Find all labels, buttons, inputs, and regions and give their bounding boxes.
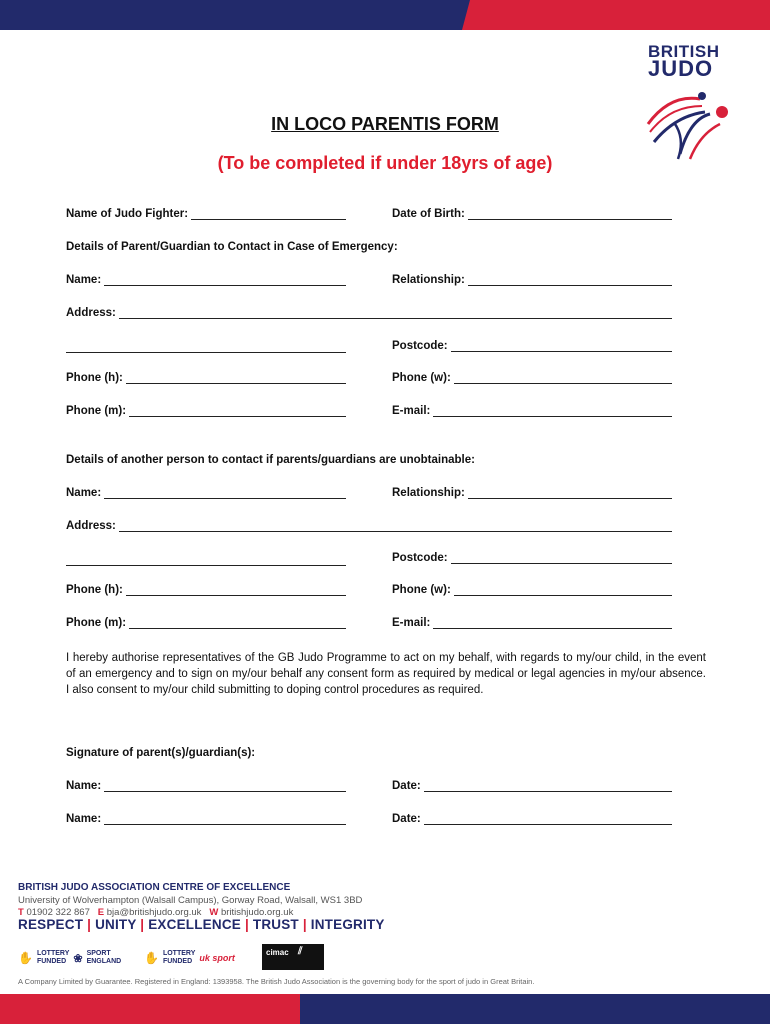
contact1-relationship-field[interactable]: [392, 274, 672, 286]
contact1-phone-m-label: Phone (m):: [66, 405, 127, 417]
contact2-address-line[interactable]: [119, 521, 672, 532]
contact1-name-label: Name:: [66, 274, 102, 286]
contact2-phone-m-field[interactable]: [66, 617, 346, 629]
contact1-email-field[interactable]: [392, 405, 672, 417]
values-strapline: [18, 917, 385, 932]
contact1-postcode-label: Postcode:: [392, 340, 448, 352]
footer-phone: 01902 322 867: [26, 907, 90, 918]
signature2-date-line[interactable]: [424, 814, 672, 825]
signature2-name-field[interactable]: [66, 813, 346, 825]
contact2-name-field[interactable]: [66, 487, 346, 499]
contact1-name-line[interactable]: [104, 275, 346, 286]
contact2-postcode-label: Postcode:: [392, 552, 448, 564]
value-separator: |: [302, 917, 307, 932]
contact2-phone-m-label: Phone (m):: [66, 617, 127, 629]
contact2-phone-w-line[interactable]: [454, 585, 672, 596]
contact1-email-label: E-mail:: [392, 405, 431, 417]
email-prefix: E: [97, 907, 105, 918]
lottery-sport-england-badge: [18, 950, 121, 966]
contact2-address-field[interactable]: [66, 520, 672, 532]
badge1-line3: SPORT: [86, 950, 111, 957]
top-stripe-red: [462, 0, 770, 30]
contact2-relationship-label: Relationship:: [392, 487, 465, 499]
badge1-line4: ENGLAND: [86, 958, 122, 965]
contact1-phone-h-line[interactable]: [126, 373, 346, 384]
fighter-name-label: Name of Judo Fighter:: [66, 208, 189, 220]
value-unity: UNITY: [95, 917, 137, 932]
signature1-date-field[interactable]: [392, 780, 672, 792]
section2-heading: Details of another person to contact if parents/guardians are unobtainable:: [66, 454, 475, 466]
footer-org-name: BRITISH JUDO ASSOCIATION CENTRE OF EXCELLENCE: [18, 882, 291, 893]
fighter-name-field[interactable]: [66, 208, 346, 220]
contact1-postcode-field[interactable]: [392, 340, 672, 352]
bottom-stripe-navy: [300, 994, 770, 1024]
value-separator: |: [244, 917, 249, 932]
footer-web[interactable]: britishjudo.org.uk: [220, 907, 294, 918]
lottery-uk-sport-badge: [144, 950, 235, 966]
contact1-email-line[interactable]: [433, 406, 672, 417]
badge1-line1: LOTTERY: [36, 950, 70, 957]
footer-email[interactable]: bja@britishjudo.org.uk: [106, 907, 202, 918]
web-prefix: W: [209, 907, 219, 918]
value-excellence: EXCELLENCE: [148, 917, 241, 932]
legal-notice: A Company Limited by Guarantee. Registered in England: 1393958. The British Judo Association is the governing body for the sport of judo in Great Britain.: [18, 977, 535, 986]
contact2-email-field[interactable]: [392, 617, 672, 629]
contact1-phone-w-line[interactable]: [454, 373, 672, 384]
fighter-name-line[interactable]: [191, 209, 346, 220]
contact2-address-line2[interactable]: [66, 564, 346, 566]
signature1-date-line[interactable]: [424, 781, 672, 792]
contact2-phone-h-line[interactable]: [126, 585, 346, 596]
contact1-address-label: Address:: [66, 307, 116, 319]
contact1-phone-m-line[interactable]: [129, 406, 346, 417]
contact1-address-field[interactable]: [66, 307, 672, 319]
lottery-hand-icon: ✋: [18, 951, 33, 965]
form-title: IN LOCO PARENTIS FORM: [271, 114, 499, 134]
signature1-name-field[interactable]: [66, 780, 346, 792]
contact2-email-line[interactable]: [433, 618, 672, 629]
uk-sport-label: uk sport: [199, 953, 235, 963]
signature2-date-label: Date:: [392, 813, 421, 825]
logo-text-british: BRITISH: [648, 42, 720, 61]
consent-paragraph: I hereby authorise representatives of the GB Judo Programme to act on my behalf, with regards to my/our child, in the event of an emergency and to sign on my/our behalf any consent form as required by medical or legal agencies in my/our absence. I also consent to my/our child submitting to doping control procedures as required.: [66, 652, 706, 696]
contact2-phone-m-line[interactable]: [129, 618, 346, 629]
adidas-stripes-icon: ⫽: [298, 946, 303, 957]
contact2-postcode-field[interactable]: [392, 552, 672, 564]
signature2-name-line[interactable]: [104, 814, 346, 825]
contact2-address-label: Address:: [66, 520, 116, 532]
lottery-hand-icon: ✋: [144, 951, 159, 965]
phone-prefix: T: [18, 907, 24, 918]
contact2-phone-w-label: Phone (w):: [392, 584, 451, 596]
british-judo-logo: [640, 40, 740, 170]
contact2-relationship-field[interactable]: [392, 487, 672, 499]
signature2-name-label: Name:: [66, 813, 102, 825]
cimac-adidas-badge: [262, 944, 324, 970]
dob-field[interactable]: [392, 208, 672, 220]
contact2-email-label: E-mail:: [392, 617, 431, 629]
value-separator: |: [87, 917, 92, 932]
contact1-relationship-label: Relationship:: [392, 274, 465, 286]
footer-address: University of Wolverhampton (Walsall Campus), Gorway Road, Walsall, WS1 3BD: [18, 895, 363, 906]
value-respect: RESPECT: [18, 917, 84, 932]
contact1-name-field[interactable]: [66, 274, 346, 286]
badge2-line2: FUNDED: [162, 958, 193, 965]
signature-heading: Signature of parent(s)/guardian(s):: [66, 747, 256, 759]
contact1-address-line2[interactable]: [66, 351, 346, 353]
contact1-postcode-line[interactable]: [451, 341, 672, 352]
contact2-postcode-line[interactable]: [451, 553, 672, 564]
contact2-name-label: Name:: [66, 487, 102, 499]
section1-heading: Details of Parent/Guardian to Contact in Case of Emergency:: [66, 241, 398, 253]
contact2-relationship-line[interactable]: [468, 488, 672, 499]
cimac-label: cimac: [266, 948, 289, 957]
dob-label: Date of Birth:: [392, 208, 465, 220]
dob-line[interactable]: [468, 209, 672, 220]
sport-england-icon: ❀: [73, 952, 83, 965]
signature2-date-field[interactable]: [392, 813, 672, 825]
form-subtitle: (To be completed if under 18yrs of age): [217, 153, 553, 173]
contact2-name-line[interactable]: [104, 488, 346, 499]
contact2-phone-h-field[interactable]: [66, 584, 346, 596]
contact2-phone-w-field[interactable]: [392, 584, 672, 596]
signature1-name-label: Name:: [66, 780, 102, 792]
contact2-phone-h-label: Phone (h):: [66, 584, 123, 596]
value-integrity: INTEGRITY: [310, 917, 385, 932]
contact1-phone-h-field[interactable]: [66, 372, 346, 384]
contact1-relationship-line[interactable]: [468, 275, 672, 286]
logo-text-judo: JUDO: [648, 56, 714, 81]
contact1-address-line[interactable]: [119, 308, 672, 319]
contact1-phone-w-field[interactable]: [392, 372, 672, 384]
top-stripe-navy: [0, 0, 470, 30]
bottom-stripe-red: [0, 994, 308, 1024]
value-separator: |: [140, 917, 145, 932]
signature1-name-line[interactable]: [104, 781, 346, 792]
badge1-line2: FUNDED: [36, 958, 67, 965]
badge2-line1: LOTTERY: [162, 950, 196, 957]
signature1-date-label: Date:: [392, 780, 421, 792]
contact1-phone-h-label: Phone (h):: [66, 372, 123, 384]
contact1-phone-w-label: Phone (w):: [392, 372, 451, 384]
contact1-phone-m-field[interactable]: [66, 405, 346, 417]
value-trust: TRUST: [252, 917, 299, 932]
